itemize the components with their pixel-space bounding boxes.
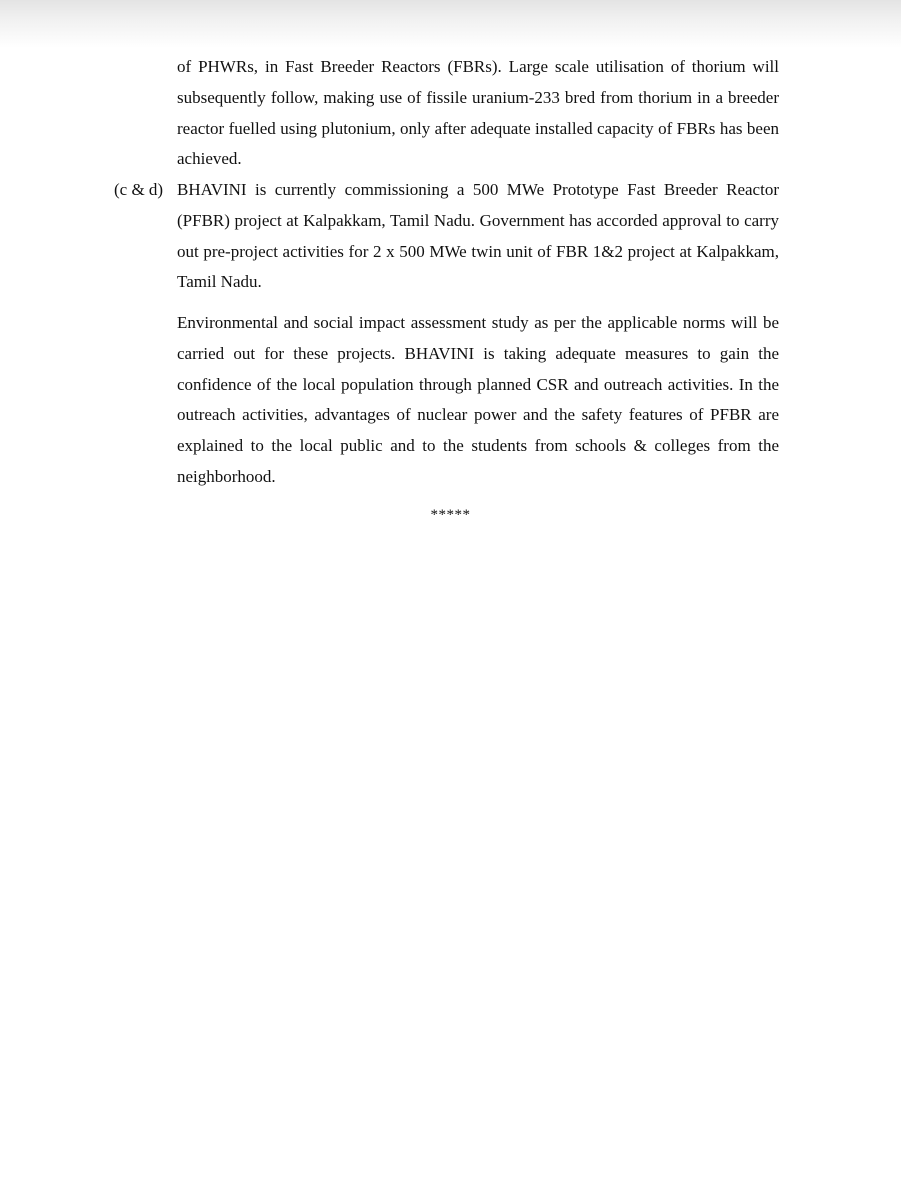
end-of-document-mark: ***** (430, 507, 471, 523)
section-label: (c & d) (114, 180, 164, 199)
section-paragraph-1: BHAVINI is currently commissioning a 500 MWe Prototype Fast Breeder Reactor (PFBR) project at Kalpakkam, Tamil Nadu. Government has accorded approval to carry out pre-project activities for 2 x 500 MWe twin unit of FBR 1&2 project at Kalpakkam, Tamil Nadu. (177, 180, 779, 292)
section-paragraph-2: Environmental and social impact assessment study as per the applicable norms will be carried out for these projects. BHAVINI is taking adequate measures to gain the confidence of the local population through planned CSR and outreach activities. In the outreach activities, advantages of nuclear power and the safety features of PFBR are explained to the local public and to the students from schools & colleges from the neighborhood. (177, 313, 779, 486)
continuation-paragraph: of PHWRs, in Fast Breeder Reactors (FBRs). Large scale utilisation of thorium will subsequently follow, making use of fissile uranium-233 bred from thorium in a breeder reactor fuelled using plutonium, only after adequate installed capacity of FBRs has been achieved. (177, 57, 779, 169)
